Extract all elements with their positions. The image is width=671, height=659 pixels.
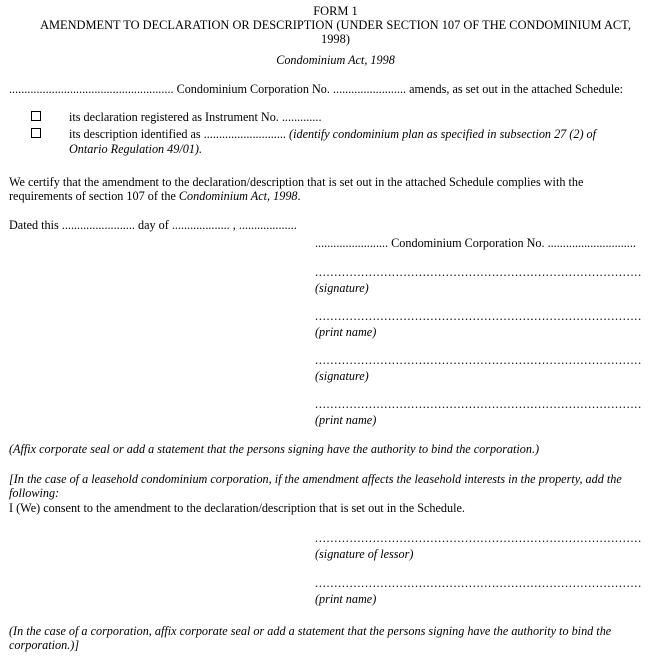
act-name: Condominium Act, 1998 — [276, 53, 395, 67]
form-title-line-1: AMENDMENT TO DECLARATION OR DESCRIPTION (UNDER SECTION 107 OF THE CONDOMINIUM ACT, — [40, 18, 631, 32]
print-name-label-1: (print name) — [315, 325, 377, 339]
declaration-checkbox[interactable] — [31, 111, 41, 121]
certify-act-name: Condominium Act, 1998 — [178, 189, 298, 203]
description-checkbox[interactable] — [31, 128, 41, 138]
print-name-field-2[interactable]: ..................................................................................... — [315, 397, 642, 411]
corporation-seal-note: (In the case of a corporation, affix corporate seal or add a statement that the persons signing have the authority to bind the corporation.)] — [9, 624, 612, 652]
affix-seal-note: (Affix corporate seal or add a statement that the persons signing have the authority to bind the corporation.) — [9, 442, 540, 456]
declaration-option-text: its declaration registered as Instrument No. ............. — [69, 110, 322, 124]
form-title-line-2: 1998) — [321, 32, 350, 46]
intro-line: ...................................................... Condominium Corporation No. ........................ amends, as set out in the attached Schedule: — [9, 82, 624, 96]
leasehold-note: [In the case of a leasehold condominium corporation, if the amendment affects the leasehold interests in the property, add the following: — [9, 472, 622, 500]
lessor-print-name-label: (print name) — [315, 592, 377, 606]
signature-label-1: (signature) — [315, 281, 369, 295]
description-option-note: (identify condominium plan as specified in subsection 27 (2) of — [289, 127, 597, 141]
form-number: FORM 1 — [313, 4, 358, 18]
lessor-signature-label: (signature of lessor) — [315, 547, 414, 561]
lessor-consent-statement: I (We) consent to the amendment to the declaration/description that is set out in the Schedule. — [9, 501, 465, 515]
description-option — [69, 127, 596, 141]
signature-field-2[interactable]: ..................................................................................... — [315, 353, 642, 367]
signature-field-1[interactable]: ..................................................................................... — [315, 265, 642, 279]
description-option-note-cont: Ontario Regulation 49/01). — [69, 142, 203, 156]
signature-label-2: (signature) — [315, 369, 369, 383]
print-name-label-2: (print name) — [315, 413, 377, 427]
description-option-text: its description identified as ........................... — [69, 127, 286, 141]
print-name-field-1[interactable]: ..................................................................................... — [315, 309, 642, 323]
corporation-number-line: ........................ Condominium Corporation No. ............................. — [315, 236, 636, 250]
dated-line: Dated this ........................ day of ................... , ................... — [9, 218, 297, 232]
lessor-signature-field[interactable]: ..................................................................................... — [315, 531, 642, 545]
certify-line-1: We certify that the amendment to the declaration/description that is set out in the attached Schedule complies with the — [9, 175, 584, 189]
lessor-print-name-field[interactable]: ..................................................................................... — [315, 576, 642, 590]
form-title — [0, 18, 671, 46]
certify-line-2: requirements of section 107 of the Condominium Act, 1998. — [9, 189, 301, 203]
